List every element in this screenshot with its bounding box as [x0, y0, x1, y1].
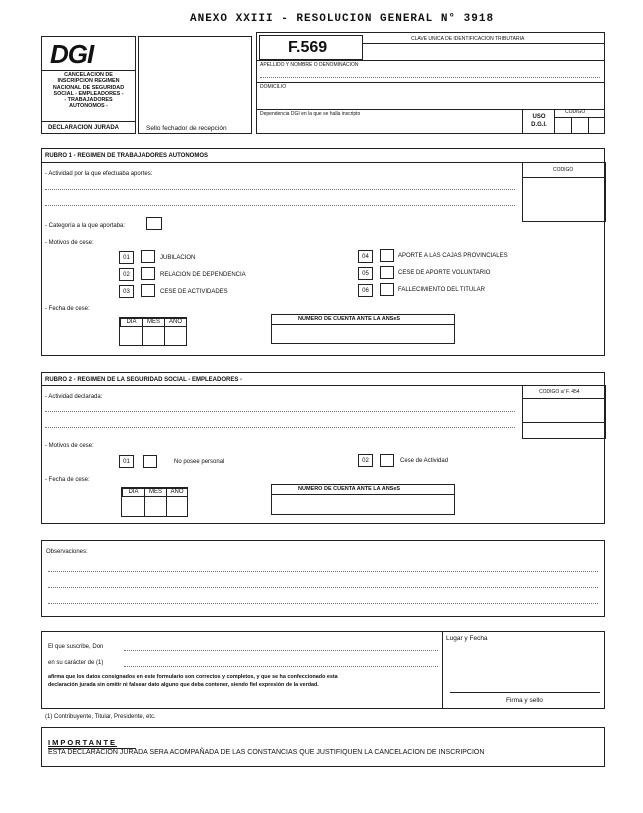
- rubro1-cuenta-box[interactable]: [271, 314, 455, 344]
- rubro2-actividad-label: - Actividad declarada:: [45, 394, 103, 400]
- firma-sello-label: Firma y sello: [506, 697, 543, 704]
- observaciones-label: Observaciones:: [46, 549, 88, 555]
- rubro1-codigo-label: CODIGO: [553, 167, 574, 173]
- uso-dgi-label: USO D.G.I.: [531, 114, 547, 128]
- rubro2-code-01: 01: [119, 455, 134, 468]
- rubro1-motivos-label: - Motivos de cese:: [45, 240, 94, 246]
- rubro1-check-fallecimiento[interactable]: [380, 283, 394, 296]
- page-title: ANEXO XXIII - RESOLUCION GENERAL N° 3918: [190, 13, 495, 25]
- rubro1-actividad-label: - Actividad por la que efectuaba aportes:: [45, 171, 153, 177]
- declaracion-jurada-label: DECLARACION JURADA: [48, 125, 120, 131]
- rubro1-fecha-table[interactable]: [119, 317, 187, 346]
- rubro1-label-cajas: APORTE A LAS CAJAS PROVINCIALES: [398, 253, 508, 259]
- rubro2-dia-header: DIA: [122, 488, 145, 497]
- form-number-box: [259, 35, 363, 60]
- afirma-line-1: afirma que los datos consignados en este formulario son correctos y completos, y que se ha confeccionado esta: [48, 674, 338, 680]
- rubro1-label-fallecimiento: FALLECIMIENTO DEL TITULAR: [398, 287, 485, 293]
- rubro2-codigo-label: CODIGO s/ F. 454: [539, 389, 580, 395]
- cuit-label: CLAVE UNICA DE IDENTIFICACION TRIBUTARIA: [411, 36, 525, 42]
- rubro1-code-04: 04: [358, 250, 373, 263]
- rubro1-dia-header: DIA: [120, 318, 143, 327]
- rubro1-codigo-box: [522, 162, 606, 222]
- rubro1-check-jubilacion[interactable]: [141, 250, 155, 263]
- rubro2-fecha-table[interactable]: [121, 487, 188, 517]
- rubro1-cuenta-label: NUMERO DE CUENTA ANTE LA ANSeS: [298, 316, 401, 322]
- datos-box: [256, 32, 605, 134]
- rubro1-code-06: 06: [358, 284, 373, 297]
- dgi-logo: DGI: [50, 39, 94, 69]
- apellido-label: APELLIDO Y NOMBRE O DENOMINACION: [260, 62, 359, 68]
- rubro1-code-05: 05: [358, 267, 373, 280]
- rubro2-cuenta-box[interactable]: [271, 484, 455, 515]
- rubro2-mes-header: MES: [144, 488, 167, 497]
- domicilio-label: DOMICILIO: [260, 84, 287, 90]
- firma-section: [41, 631, 605, 709]
- rubro1-title: RUBRO 1 - REGIMEN DE TRABAJADORES AUTONOMOS: [45, 153, 209, 159]
- rubro1-fecha-label: - Fecha de cese:: [45, 306, 90, 312]
- lugar-fecha-label: Lugar y Fecha: [446, 635, 488, 642]
- sello-label: Sello fechador de recepción: [146, 125, 227, 132]
- dependencia-label: Dependencia DGI en la que se halla inscripto: [260, 111, 361, 117]
- rubro1-categoria-input[interactable]: [146, 217, 162, 230]
- rubro2-label-cese-actividad: Cese de Actividad: [400, 458, 449, 464]
- suscribe-label: El que suscribe, Don: [48, 644, 104, 650]
- rubro1-label-cese: CESE DE ACTIVIDADES: [160, 289, 228, 295]
- sello-box: [138, 36, 252, 134]
- rubro1-label-voluntario: CESE DE APORTE VOLUNTARIO: [398, 270, 491, 276]
- rubro1-code-03: 03: [119, 285, 134, 298]
- rubro2-check-cese-actividad[interactable]: [380, 454, 394, 467]
- rubro1-check-voluntario[interactable]: [380, 266, 394, 279]
- observaciones-box[interactable]: [41, 540, 605, 617]
- rubro2-cuenta-label: NUMERO DE CUENTA ANTE LA ANSeS: [298, 486, 401, 492]
- rubro2-section: [41, 372, 605, 524]
- rubro1-anio-header: AÑO: [164, 318, 187, 327]
- importante-text: ESTA DECLARACION JURADA SERA ACOMPAÑADA DE LAS CONSTANCIAS QUE JUSTIFIQUEN LA CANCELACION DE INSCRIPCION: [48, 749, 485, 756]
- rubro1-mes-header: MES: [142, 318, 165, 327]
- rubro2-code-02: 02: [358, 454, 373, 467]
- rubro1-code-01: 01: [119, 251, 134, 264]
- rubro2-title: RUBRO 2 - REGIMEN DE LA SEGURIDAD SOCIAL - EMPLEADORES -: [45, 377, 243, 383]
- logo-subtitle: CANCELACION DE INSCRIPCION REGIMEN NACIONAL DE SEGURIDAD SOCIAL - EMPLEADORES - - TRABAJADORES AUTONOMOS -: [52, 72, 125, 110]
- rubro2-fecha-label: - Fecha de cese:: [45, 477, 90, 483]
- rubro1-check-cajas[interactable]: [380, 249, 394, 262]
- caracter-label: en su carácter de (1): [48, 660, 104, 666]
- importante-title: IMPORTANTE: [48, 738, 118, 747]
- rubro2-codigo-box: [522, 385, 606, 439]
- logo-box: [41, 36, 136, 134]
- rubro1-section: [41, 148, 605, 356]
- rubro2-motivos-label: - Motivos de cese:: [45, 443, 94, 449]
- rubro1-code-02: 02: [119, 268, 134, 281]
- form-number: F.569: [288, 39, 328, 56]
- rubro1-check-relacion[interactable]: [141, 267, 155, 280]
- importante-box: [41, 727, 605, 767]
- rubro1-label-relacion: RELACION DE DEPENDENCIA: [160, 272, 246, 278]
- codigo-label: CODIGO: [565, 109, 586, 115]
- rubro1-categoria-label: - Categoría a la que aportaba:: [45, 223, 126, 229]
- nota-label: (1) Contribuyente, Titular, Presidente, etc.: [45, 714, 156, 720]
- rubro1-check-cese[interactable]: [141, 284, 155, 297]
- rubro2-anio-header: AÑO: [166, 488, 188, 497]
- afirma-line-2: declaración jurada sin omitir ni falsear dato alguno que deba contener, siendo fiel expresión de la verdad.: [48, 682, 319, 688]
- rubro1-label-jubilacion: JUBILACION: [160, 255, 196, 261]
- rubro2-check-no-personal[interactable]: [143, 455, 157, 468]
- rubro2-label-no-personal: No posee personal: [174, 459, 225, 465]
